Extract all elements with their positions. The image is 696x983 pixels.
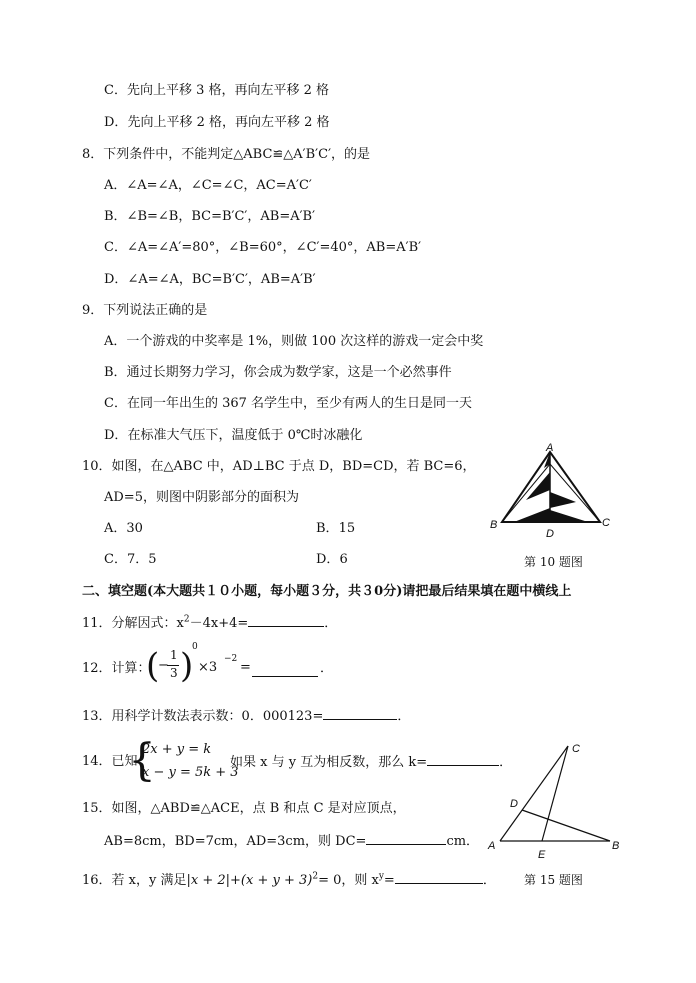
option-label: C． (104, 552, 127, 567)
q15-unit: cm． (446, 834, 480, 849)
option-text: 先向上平移 2 格，再向左平移 2 格 (127, 115, 330, 130)
side-ac (500, 746, 568, 841)
label-c: C (572, 743, 580, 755)
q16-x-superscript: y (378, 871, 384, 882)
q15-stem-line1: 15．如图，△ABD≌△ACE，点 B 和点 C 是对应顶点， (82, 801, 406, 816)
option-text: 先向上平移 3 格，再向左平移 2 格 (126, 83, 330, 98)
label-a: A (546, 442, 554, 454)
option-text: ∠B=∠B，BC=B′C′，AB=A′B′ (126, 209, 316, 224)
fraction-denominator: 3 (170, 666, 178, 680)
q13-answer-blank[interactable] (323, 707, 397, 720)
option-text: ∠A=∠A，BC=B′C′，AB=A′B′ (127, 272, 316, 287)
q13-suffix: ． (397, 709, 411, 724)
q12 (82, 660, 151, 678)
minus-sign: − (158, 658, 169, 673)
q16-suffix: ． (482, 873, 496, 888)
option-text: 一个游戏的中奖率是 1%，则做 100 次这样的游戏一定会中奖 (126, 334, 484, 349)
q9-stem: 9．下列说法正确的是 (82, 303, 208, 318)
q8-option-a (104, 177, 312, 195)
q10-option-a (104, 520, 143, 538)
option-label: C． (104, 83, 127, 98)
q15-figure (484, 736, 624, 866)
option-label: D． (104, 115, 128, 130)
q16-equals-zero: = 0，则 x (318, 873, 379, 888)
option-label: B． (104, 209, 127, 224)
q16-abs-term: |x + 2| (186, 873, 231, 888)
option-label: B． (104, 365, 127, 380)
q13 (82, 707, 410, 726)
q10-stem-line2: AD=5，则图中阴影部分的面积为 (104, 490, 299, 505)
q14-prefix: 14．已知 (82, 754, 138, 769)
option-text: 7．5 (126, 552, 157, 567)
label-a: A (488, 840, 496, 852)
shaded-region (550, 492, 576, 508)
section-2-heading: 二、填空题(本大题共１０小题，每小题３分，共３0分)请把最后结果填在题中横线上 (82, 584, 572, 599)
q10-option-c (104, 551, 157, 569)
equals-sign: = (240, 660, 251, 675)
q11-answer-blank[interactable] (248, 614, 324, 627)
q13-prefix: 13．用科学计数法表示数：0．000123= (82, 709, 324, 724)
q16-answer-blank[interactable] (395, 871, 483, 884)
q9-option-a (104, 333, 483, 351)
fraction-numerator: 1 (170, 648, 178, 662)
left-paren: ( (146, 646, 160, 686)
q14-equation-2: x − y = 5k + 3 (142, 765, 239, 780)
label-b: B (490, 519, 498, 531)
q10-option-b (316, 520, 355, 538)
option-label: A． (104, 334, 127, 349)
q12-prefix: 12．计算： (82, 661, 151, 676)
q14-condition (230, 753, 512, 772)
q11-suffix: ． (324, 616, 338, 631)
q12-answer-blank[interactable] (252, 664, 318, 677)
q9-option-c (104, 395, 472, 413)
q10-stem-line1: 10．如图，在△ABC 中，AD⊥BC 于点 D，BD=CD，若 BC=6， (82, 459, 476, 474)
option-text: 在同一年出生的 367 名学生中，至少有两人的生日是同一天 (126, 396, 473, 411)
left-brace: { (128, 735, 156, 786)
q10-figure (484, 440, 614, 540)
label-d: D (546, 528, 554, 540)
right-paren: ) (180, 646, 194, 686)
expr-sup: 2 (183, 614, 190, 625)
label-c: C (602, 517, 610, 529)
q16-prefix: 16．若 x，y 满足 (82, 873, 187, 888)
q16-paren-term: (x + y + 3) (240, 873, 313, 888)
shaded-region (514, 508, 550, 522)
option-text: 通过长期努力学习，你会成为数学家，这是一个必然事件 (126, 365, 452, 380)
segment-ce (542, 746, 568, 841)
q9-option-d (104, 427, 362, 445)
q8-option-d (104, 271, 316, 289)
q16-plus: + (230, 873, 241, 888)
q15-stem-line2 (104, 832, 479, 851)
q11-expr (177, 616, 249, 631)
q15-figure-caption: 第 15 题图 (524, 873, 583, 887)
q7-option-d (104, 114, 330, 132)
option-text: 6 (339, 552, 348, 567)
option-label: A． (104, 178, 127, 193)
option-label: D． (316, 552, 340, 567)
option-text: ∠A=∠A′=80°，∠B=60°，∠C′=40°，AB=A′B′ (126, 240, 422, 255)
option-label: A． (104, 521, 127, 536)
label-b: B (612, 840, 620, 852)
option-label: C． (104, 396, 127, 411)
q12-suffix: ． (320, 661, 334, 676)
expr-part: x (176, 616, 184, 631)
segment-bd (522, 810, 610, 841)
option-text: ∠A=∠A，∠C=∠C，AC=A′C′ (126, 178, 312, 193)
q14-suffix: ． (499, 755, 513, 770)
q8-option-c (104, 239, 421, 257)
shaded-region (550, 510, 588, 522)
q8-stem: 8．下列条件中，不能判定△ABC≌△A′B′C′，的是 (82, 147, 371, 162)
q14-equation-1: 2x + y = k (142, 742, 212, 757)
option-text: 15 (338, 521, 356, 536)
option-label: B． (316, 521, 339, 536)
q12-expression (146, 642, 266, 690)
q11 (82, 614, 337, 633)
q16-square: 2 (312, 871, 319, 882)
option-text: 30 (126, 521, 143, 536)
q9-option-b (104, 364, 452, 382)
q15-stem2-text: AB=8cm，BD=7cm，AD=3cm，则 DC= (104, 834, 367, 849)
q10-option-d (316, 551, 348, 569)
q16-equals: = (383, 873, 395, 888)
exponent-neg-two: −2 (224, 654, 238, 664)
expr-part: －4x+4= (189, 616, 249, 631)
q11-prefix: 11．分解因式： (82, 616, 177, 631)
option-label: D． (104, 428, 128, 443)
q7-option-c (104, 82, 329, 100)
exponent-zero: 0 (192, 642, 198, 652)
shaded-region (526, 472, 550, 500)
q15-answer-blank[interactable] (366, 832, 446, 845)
q8-option-b (104, 208, 315, 226)
times-three: ×3 (198, 660, 218, 675)
option-label: D． (104, 272, 128, 287)
q10-figure-caption: 第 10 题图 (524, 555, 583, 569)
option-label: C． (104, 240, 127, 255)
q14-middle: 如果 x 与 y 互为相反数，那么 k= (230, 755, 428, 770)
option-text: 在标准大气压下，温度低于 0℃时冰融化 (127, 428, 363, 443)
label-e: E (538, 849, 546, 861)
q16 (82, 871, 496, 890)
label-d: D (510, 798, 518, 810)
